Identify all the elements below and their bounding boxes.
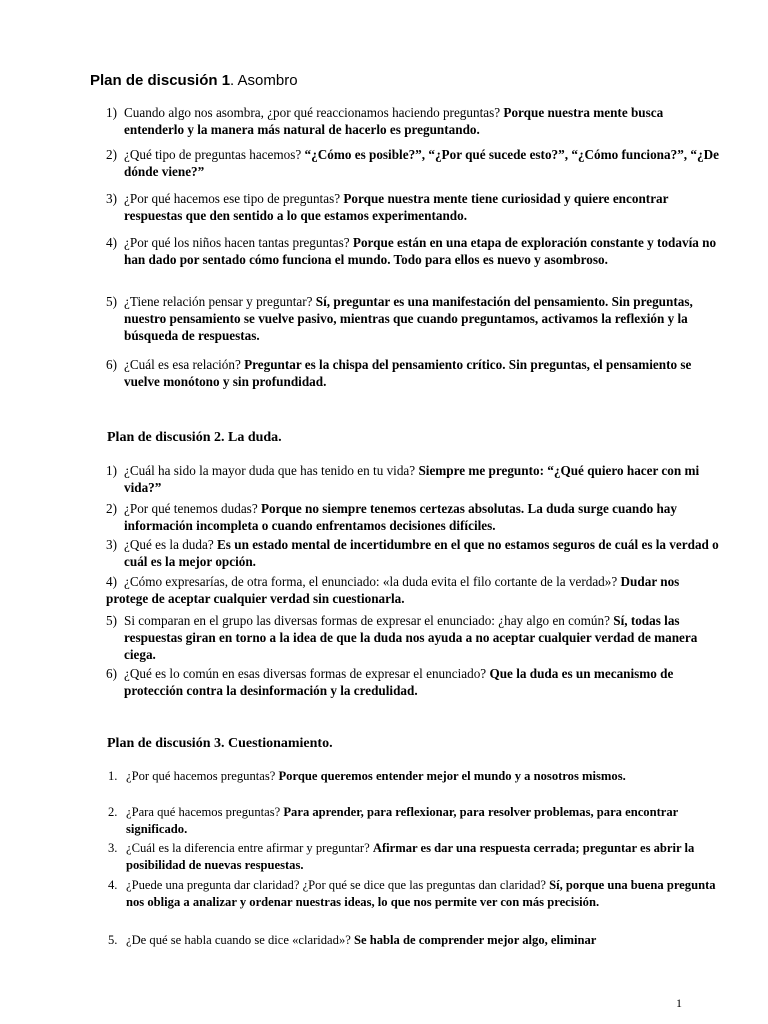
plan-2-item [106, 500, 724, 534]
plan-1-item [106, 146, 724, 180]
question-text: ¿Qué es la duda? [124, 537, 218, 552]
plan-2-item [106, 536, 724, 570]
item-number: 3) [106, 191, 117, 206]
plan-2-item [106, 665, 724, 699]
question-text: ¿Cuál ha sido la mayor duda que has tenido en tu vida? [124, 463, 419, 478]
answer-text: Preguntar es la chispa del pensamiento crítico. Sin preguntas, el pensamiento se vuelve monótono y sin profundidad. [124, 357, 692, 389]
question-text: ¿Qué es lo común en esas diversas formas de expresar el enunciado? [124, 666, 490, 681]
answer-text: Sí, porque una buena pregunta nos obliga a analizar y ordenar nuestras ideas, lo que nos permite ver con más precisión. [126, 878, 716, 909]
item-number: 3) [106, 537, 117, 552]
plan-3-item [108, 840, 724, 874]
answer-text: Para aprender, para reflexionar, para resolver problemas, para encontrar significado. [126, 805, 679, 836]
question-text: ¿Qué tipo de preguntas hacemos? [124, 147, 305, 162]
question-text: ¿Cuál es la diferencia entre afirmar y preguntar? [126, 841, 373, 855]
item-number: 4) [106, 574, 117, 589]
plan-3-item [108, 804, 724, 838]
question-text: ¿Tiene relación pensar y preguntar? [124, 294, 316, 309]
item-number: 2) [106, 147, 117, 162]
plan-2-item [106, 462, 724, 496]
answer-text: Es un estado mental de incertidumbre en el que no estamos seguros de cuál es la verdad o cuál es la mejor opción. [124, 537, 719, 569]
plan-3-title: Plan de discusión 3. Cuestionamiento. [107, 736, 333, 751]
plan-1-item [106, 234, 724, 268]
question-text: Si comparan en el grupo las diversas formas de expresar el enunciado: ¿hay algo en común? [124, 613, 614, 628]
item-number: 5) [106, 294, 117, 309]
answer-text: Sí, todas las respuestas giran en torno a la idea de que la duda nos ayuda a no aceptar cualquier verdad de manera ciega. [124, 613, 698, 662]
plan-2-item [106, 573, 706, 607]
plan-2-title: Plan de discusión 2. La duda. [107, 430, 282, 445]
item-number: 2. [108, 805, 118, 819]
plan-3-item [108, 932, 724, 949]
item-number: 5) [106, 613, 117, 628]
item-number: 4. [108, 878, 118, 892]
item-number: 1) [106, 463, 117, 478]
answer-text: Dudar nos protege de aceptar cualquier verdad sin cuestionarla. [106, 574, 680, 606]
question-text: ¿De qué se habla cuando se dice «claridad»? [126, 933, 354, 947]
answer-text: Se habla de comprender mejor algo, eliminar [353, 933, 597, 947]
item-number: 3. [108, 841, 118, 855]
plan-2-item [106, 612, 724, 663]
question-text: ¿Cómo expresarías, de otra forma, el enunciado: «la duda evita el filo cortante de la verdad»? [124, 574, 621, 589]
answer-text: Porque nuestra mente tiene curiosidad y quiere encontrar respuestas que den sentido a lo que estamos experimentando. [124, 191, 669, 223]
item-number: 5. [108, 933, 118, 947]
answer-text: Siempre me pregunto: “¿Qué quiero hacer con mi vida?” [124, 463, 700, 495]
plan-1-title-rest: . Asombro [230, 72, 298, 89]
question-text: Cuando algo nos asombra, ¿por qué reaccionamos haciendo preguntas? [124, 105, 504, 120]
item-number: 6) [106, 357, 117, 372]
plan-1-title [90, 72, 298, 89]
answer-text: Porque están en una etapa de exploración constante y todavía no han dado por sentado cómo funciona el mundo. Todo para ellos es nuevo y asombroso. [124, 235, 717, 267]
question-text: ¿Para qué hacemos preguntas? [126, 805, 284, 819]
question-text: ¿Por qué tenemos dudas? [124, 501, 261, 516]
answer-text: Porque no siempre tenemos certezas absolutas. La duda surge cuando hay información incompleta o cuando enfrentamos decisiones difíciles. [124, 501, 677, 533]
answer-text: “¿Cómo es posible?”, “¿Por qué sucede esto?”, “¿Cómo funciona?”, “¿De dónde viene?” [124, 147, 719, 179]
plan-3-item [108, 768, 724, 785]
item-number: 4) [106, 235, 117, 250]
plan-1-item [106, 190, 724, 224]
answer-text: Que la duda es un mecanismo de protección contra la desinformación y la credulidad. [124, 666, 674, 698]
item-number: 2) [106, 501, 117, 516]
question-text: ¿Cuál es esa relación? [124, 357, 245, 372]
plan-1-item [106, 293, 724, 344]
item-number: 1. [108, 769, 118, 783]
plan-3-item [108, 877, 724, 911]
answer-text: Sí, preguntar es una manifestación del pensamiento. Sin preguntas, nuestro pensamiento se vuelve pasivo, mientras que cuando preguntamos, activamos la reflexión y la búsqueda de respuestas. [124, 294, 693, 343]
question-text: ¿Puede una pregunta dar claridad? ¿Por qué se dice que las preguntas dan claridad? [126, 878, 550, 892]
question-text: ¿Por qué los niños hacen tantas preguntas? [124, 235, 353, 250]
page-number: 1 [676, 996, 682, 1010]
answer-text: Porque nuestra mente busca entenderlo y la manera más natural de hacerlo es preguntando. [124, 105, 664, 137]
item-number: 1) [106, 105, 117, 120]
plan-1-item [106, 356, 724, 390]
answer-text: Porque queremos entender mejor el mundo y a nosotros mismos. [278, 769, 626, 783]
question-text: ¿Por qué hacemos ese tipo de preguntas? [124, 191, 344, 206]
answer-text: Afirmar es dar una respuesta cerrada; preguntar es abrir la posibilidad de nuevas respuestas. [126, 841, 695, 872]
question-text: ¿Por qué hacemos preguntas? [126, 769, 279, 783]
item-number: 6) [106, 666, 117, 681]
plan-1-item [106, 104, 724, 138]
plan-1-title-main: Plan de discusión 1 [90, 72, 231, 89]
